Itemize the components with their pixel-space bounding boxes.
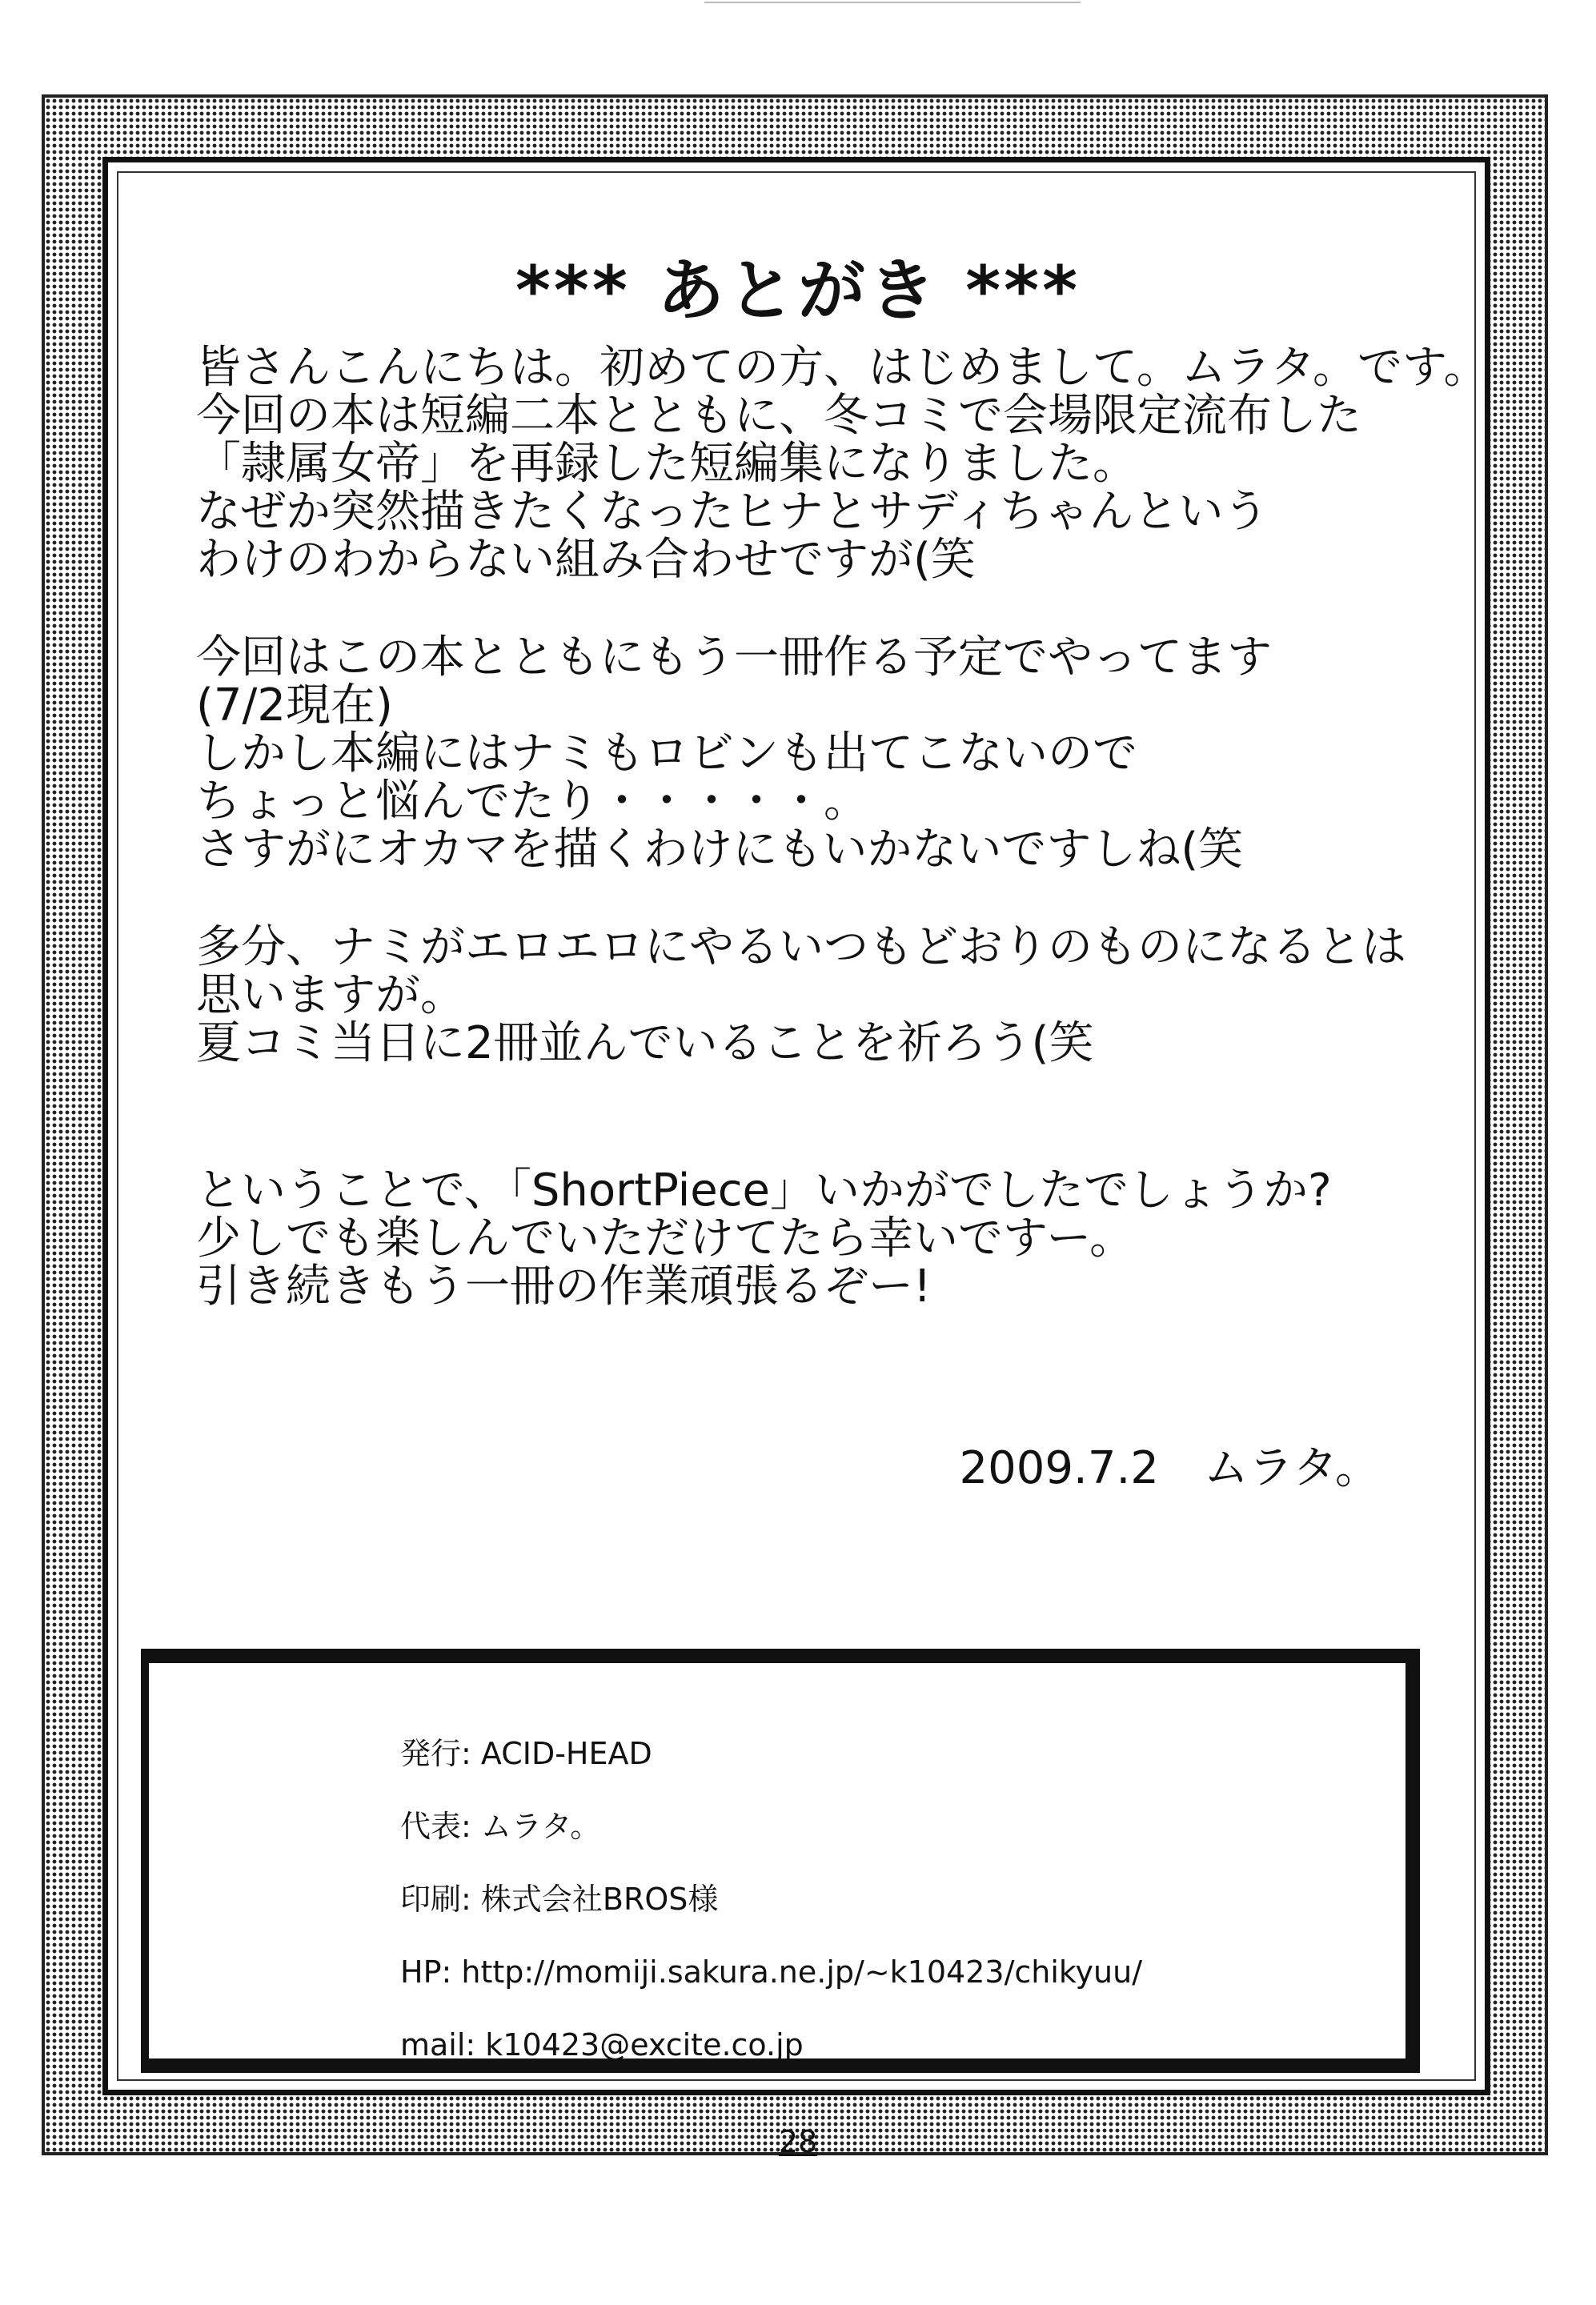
text-line: しかし本編にはナミもロビンも出てこないので [196,728,1137,780]
text-line: (7/2現在) [196,679,393,732]
colophon-representative: 代表: ムラタ。 [400,1809,601,1844]
signature-date: 2009.7.2 ムラタ。 [959,1442,1380,1494]
paragraph-4 [196,1167,1397,1311]
paragraph-2 [196,631,1397,876]
colophon-printer: 印刷: 株式会社BROS様 [400,1882,719,1917]
text-line: 「隷属女帝」を再録した短編集になりました。 [196,438,1137,490]
afterword-title: *** あとがき *** [515,251,1081,330]
paragraph-3 [196,921,1406,1069]
page-number: 28 [778,2124,818,2159]
text-line: ちょっと悩んでたり・・・・・。 [196,776,868,828]
text-line: 思いますが。 [196,969,465,1021]
text-line: 夏コミ当日に2冊並んでいることを祈ろう(笑 [196,1017,1094,1069]
text-line: 今回はこの本とともにもう一冊作る予定でやってます [196,631,1272,683]
text-line: ということで、「ShortPiece」いかがでしたでしょうか? [196,1165,1332,1217]
text-line: 皆さんこんにちは。初めての方、はじめまして。ムラタ。です。 [196,342,1489,394]
text-line: なぜか突然描きたくなったヒナとサディちゃんという [196,486,1269,538]
text-line: 引き続きもう一冊の作業頑張るぞー! [196,1261,932,1313]
text-line: 多分、ナミがエロエロにやるいつもどおりのものになるとは [196,921,1406,973]
paragraph-1 [196,342,1489,586]
text-line: 少しでも楽しんでいただけてたら幸いですー。 [196,1213,1135,1265]
text-line: 今回の本は短編二本とともに、冬コミで会場限定流布した [196,390,1361,442]
text-line: わけのわからない組み合わせですが(笑 [196,534,976,586]
colophon [400,1737,1142,2101]
colophon-homepage: HP: http://momiji.sakura.ne.jp/~k10423/chikyuu/ [400,1954,1143,1990]
afterword-body [196,342,1489,1361]
scan-edge-line [704,2,1081,3]
text-line: さすがにオカマを描くわけにもいかないですしね(笑 [196,824,1244,876]
colophon-email: mail: k10423@excite.co.jp [400,2027,804,2062]
colophon-publisher: 発行: ACID-HEAD [400,1736,652,1771]
